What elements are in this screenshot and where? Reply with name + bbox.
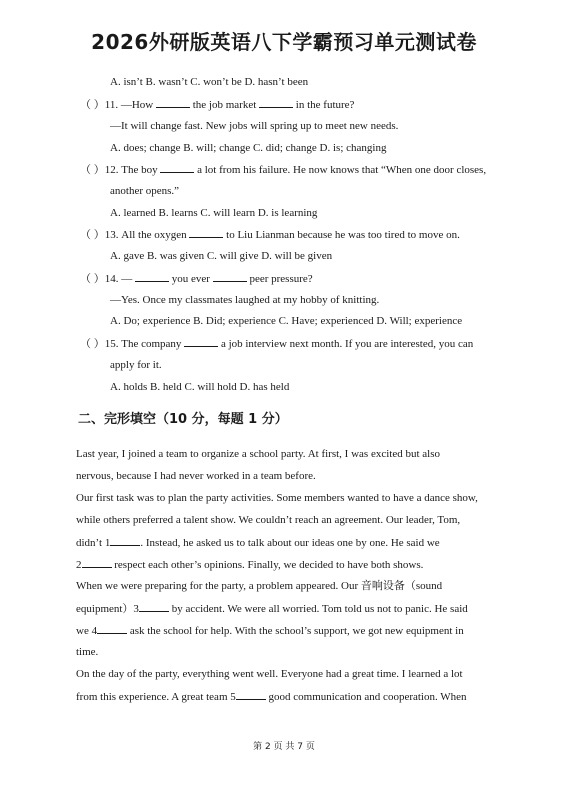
q13-stem-1: （ ）13. All the oxygen [80, 229, 187, 241]
question-12 [80, 162, 486, 177]
cloze-blank-3 [139, 601, 169, 612]
q12-stem-2: a lot from his failure. He now knows that “When one door closes, [197, 164, 487, 176]
q13-options: A. gave B. was given C. will give D. will be given [110, 250, 333, 262]
passage-text: ask the school for help. With the school’s support, we got new equipment in [129, 625, 464, 637]
page-title: 2026外研版英语八下学霸预习单元测试卷 [91, 30, 477, 54]
answer-blank [160, 162, 194, 173]
passage-text: we 4 [76, 625, 98, 637]
question-14 [80, 271, 313, 286]
section-heading: 二、完形填空（10 分，每题 1 分） [78, 412, 288, 427]
q11-dialogue: —It will change fast. New jobs will spring up to meet new needs. [110, 120, 399, 132]
passage-text: from this experience. A great team 5 [76, 691, 236, 703]
passage-line [76, 557, 423, 572]
passage-line [76, 623, 464, 638]
answer-blank [184, 336, 218, 347]
passage-line [76, 689, 467, 704]
question-13 [80, 227, 460, 242]
q14-stem-1: （ ）14. — [80, 273, 133, 285]
answer-blank [156, 97, 190, 108]
passage-text: didn’t 1 [76, 537, 111, 549]
passage-text: by accident. We were all worried. Tom told us not to panic. He said [171, 603, 468, 615]
q10-options: A. isn’t B. wasn’t C. won’t be D. hasn’t been [110, 76, 309, 88]
page-number: 第 2 页 共 7 页 [253, 742, 315, 752]
passage-text: equipment）3 [76, 603, 139, 615]
passage-line: Last year, I joined a team to organize a school party. At first, I was excited but also [76, 448, 440, 460]
q11-stem-1: （ ）11. —How [80, 99, 154, 111]
question-11 [80, 97, 354, 112]
passage-text: good communication and cooperation. When [268, 691, 467, 703]
q14-options: A. Do; experience B. Did; experience C. Have; experienced D. Will; experience [110, 315, 463, 327]
answer-blank [259, 97, 293, 108]
passage-line [76, 601, 468, 616]
passage-line: nervous, because I had never worked in a team before. [76, 470, 316, 482]
q14-dialogue: —Yes. Once my classmates laughed at my hobby of knitting. [110, 294, 380, 306]
cloze-blank-5 [236, 689, 266, 700]
answer-blank [189, 227, 223, 238]
answer-blank [135, 271, 169, 282]
passage-line [76, 535, 440, 550]
q15-stem-1: （ ）15. The company [80, 338, 182, 350]
question-15 [80, 336, 473, 351]
passage-line: On the day of the party, everything went well. Everyone had a great time. I learned a lot [76, 668, 463, 680]
passage-line: time. [76, 646, 99, 658]
q15-stem-2: a job interview next month. If you are interested, you can [220, 338, 474, 350]
cloze-blank-1 [110, 535, 140, 546]
q12-options: A. learned B. learns C. will learn D. is learning [110, 207, 318, 219]
passage-text: respect each other’s opinions. Finally, we decided to have both shows. [114, 559, 424, 571]
q13-stem-2: to Liu Lianman because he was too tired to move on. [226, 229, 460, 241]
q11-options: A. does; change B. will; change C. did; change D. is; changing [110, 142, 387, 154]
q11-stem-2: the job market [192, 99, 257, 111]
q15-stem-cont: apply for it. [110, 359, 162, 371]
cloze-blank-2 [82, 557, 112, 568]
q14-stem-3: peer pressure? [249, 273, 313, 285]
passage-text: 2 [76, 559, 82, 571]
passage-text: . Instead, he asked us to talk about our ideas one by one. He said we [140, 537, 440, 549]
q12-stem-cont: another opens.” [110, 185, 180, 197]
q15-options: A. holds B. held C. will hold D. has held [110, 381, 290, 393]
q12-stem-1: （ ）12. The boy [80, 164, 158, 176]
passage-line: When we were preparing for the party, a problem appeared. Our 音响设备（sound [76, 580, 443, 592]
q14-stem-2: you ever [171, 273, 210, 285]
q11-stem-3: in the future? [295, 99, 355, 111]
answer-blank [213, 271, 247, 282]
passage-line: Our first task was to plan the party activities. Some members wanted to have a dance show, [76, 492, 478, 504]
cloze-blank-4 [97, 623, 127, 634]
passage-line: while others preferred a talent show. We couldn’t reach an agreement. Our leader, Tom, [76, 514, 461, 526]
